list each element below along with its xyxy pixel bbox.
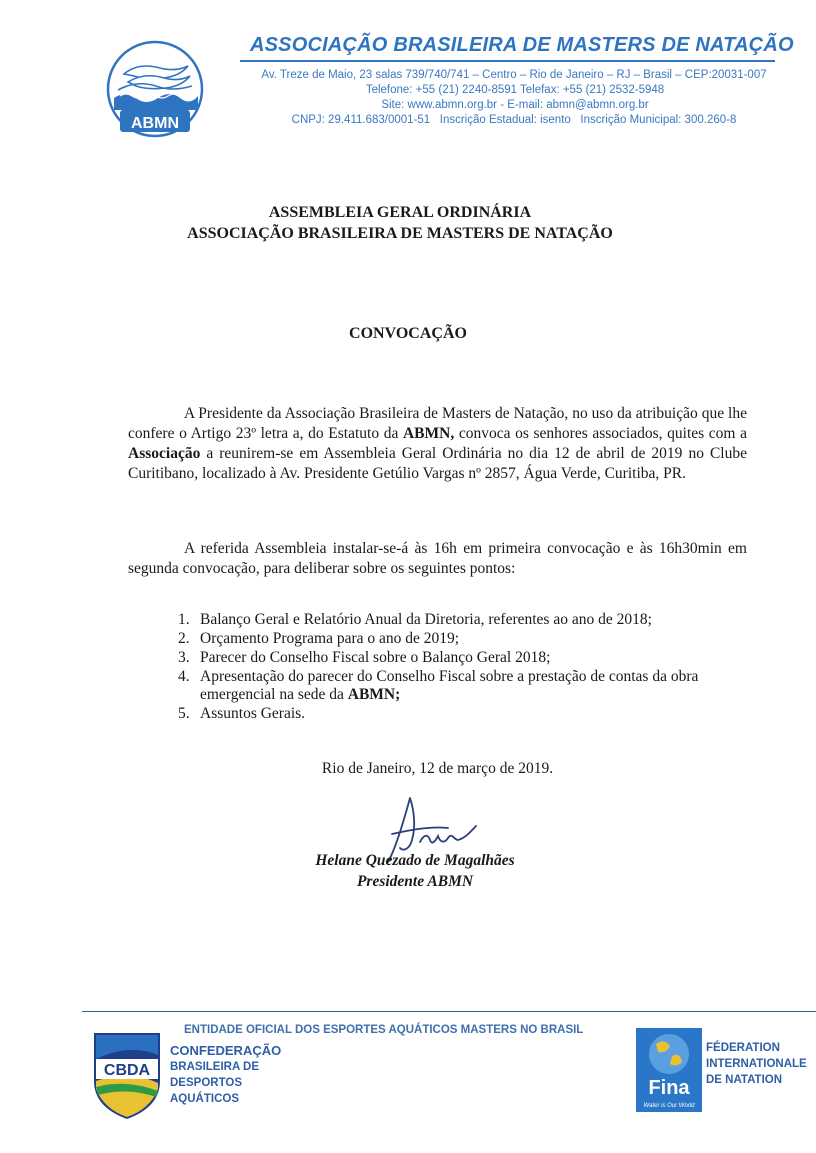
official-entity-line: ENTIDADE OFICIAL DOS ESPORTES AQUÁTICOS MASTERS NO BRASIL [184,1024,584,1036]
fina-line: INTERNATIONALE [706,1058,807,1070]
footer-divider [82,1011,816,1012]
fina-name [706,1040,807,1088]
cbda-name [170,1043,281,1107]
list-item [152,668,748,704]
meeting-time-paragraph [128,539,747,579]
paragraph1-text-b: convoca os senhores associados, quites com a [454,425,747,442]
list-item [152,705,748,723]
list-item-text: Parecer do Conselho Fiscal sobre o Balanço Geral 2018; [200,649,551,666]
phone-line: Telefone: +55 (21) 2240-8591 Telefax: +55 (21) 2532-5948 [365,84,665,96]
list-item-number: 2. [178,630,190,647]
abmn-logo [106,40,204,138]
paragraph1-bold-abmn: ABMN, [402,425,455,442]
cbda-line: DESPORTOS [170,1077,242,1089]
logo-text: ABMN [131,115,179,132]
list-item-text: Orçamento Programa para o ano de 2019; [200,630,460,647]
list-item-number: 3. [178,649,190,666]
paragraph1-text-c: a reunirem-se em Assembleia Geral Ordinária no dia 12 de abril de 2019 no Clube Curitibano, localizado à Av. Presidente Getúlio Vargas nº 2857, Água Verde, Curitiba, PR. [128,445,747,482]
convocation-heading: CONVOCAÇÃO [349,325,467,342]
signer-name: Helane Quezado de Magalhães [315,852,515,869]
header-divider [240,60,775,62]
list-item-text: Apresentação do parecer do Conselho Fiscal sobre a prestação de contas da obra emergencial na sede da [200,668,699,703]
convocation-paragraph [128,404,747,484]
paragraph1-bold-associacao: Associação [128,445,201,462]
org-name: ASSOCIAÇÃO BRASILEIRA DE MASTERS DE NATAÇÃO [250,34,794,56]
document-title: ASSEMBLEIA GERAL ORDINÁRIA [268,204,532,221]
address-line: Av. Treze de Maio, 23 salas 739/740/741 – Centro – Rio de Janeiro – RJ – Brasil – CEP:20031-007 [261,69,767,81]
list-item [152,649,748,667]
cbda-line: CONFEDERAÇÃO [170,1043,282,1058]
fina-line: FÉDERATION [706,1042,780,1054]
list-item-number: 5. [178,705,190,722]
paragraph1-text-a: A Presidente da Associação Brasileira de Masters de Natação, no uso da atribuição que lhe confere o Artigo 23º letra a, do Estatuto da [128,405,747,442]
fina-tagline: Water is Our World [643,1103,695,1109]
list-item-bold: ABMN; [347,686,401,703]
agenda-list [152,611,748,724]
list-item-text: Balanço Geral e Relatório Anual da Diretoria, referentes ao ano de 2018; [200,611,652,628]
date-line: Rio de Janeiro, 12 de março de 2019. [321,760,554,777]
cbda-logo [90,1029,164,1121]
fina-line: DE NATATION [706,1074,783,1086]
fina-badge-text: Fina [648,1077,690,1099]
list-item [152,630,748,648]
cbda-badge-text: CBDA [103,1062,151,1079]
paragraph2-text: A referida Assembleia instalar-se-á às 16h em primeira convocação e às 16h30min em segunda convocação, para deliberar sobre os seguintes pontos: [128,540,747,577]
signer-role: Presidente ABMN [356,873,474,890]
fina-logo [636,1028,702,1112]
registration-line: CNPJ: 29.411.683/0001-51 Inscrição Estadual: isento Inscrição Municipal: 300.260-8 [291,114,737,126]
list-item-number: 4. [178,668,190,685]
site-email-line: Site: www.abmn.org.br - E-mail: abmn@abmn.org.br [381,99,649,111]
list-item [152,611,748,629]
cbda-line: BRASILEIRA DE [170,1061,260,1073]
list-item-number: 1. [178,611,190,628]
list-item-text: Assuntos Gerais. [200,705,306,722]
document-subtitle: ASSOCIAÇÃO BRASILEIRA DE MASTERS DE NATAÇÃO [187,225,613,242]
cbda-line: AQUÁTICOS [170,1093,239,1105]
